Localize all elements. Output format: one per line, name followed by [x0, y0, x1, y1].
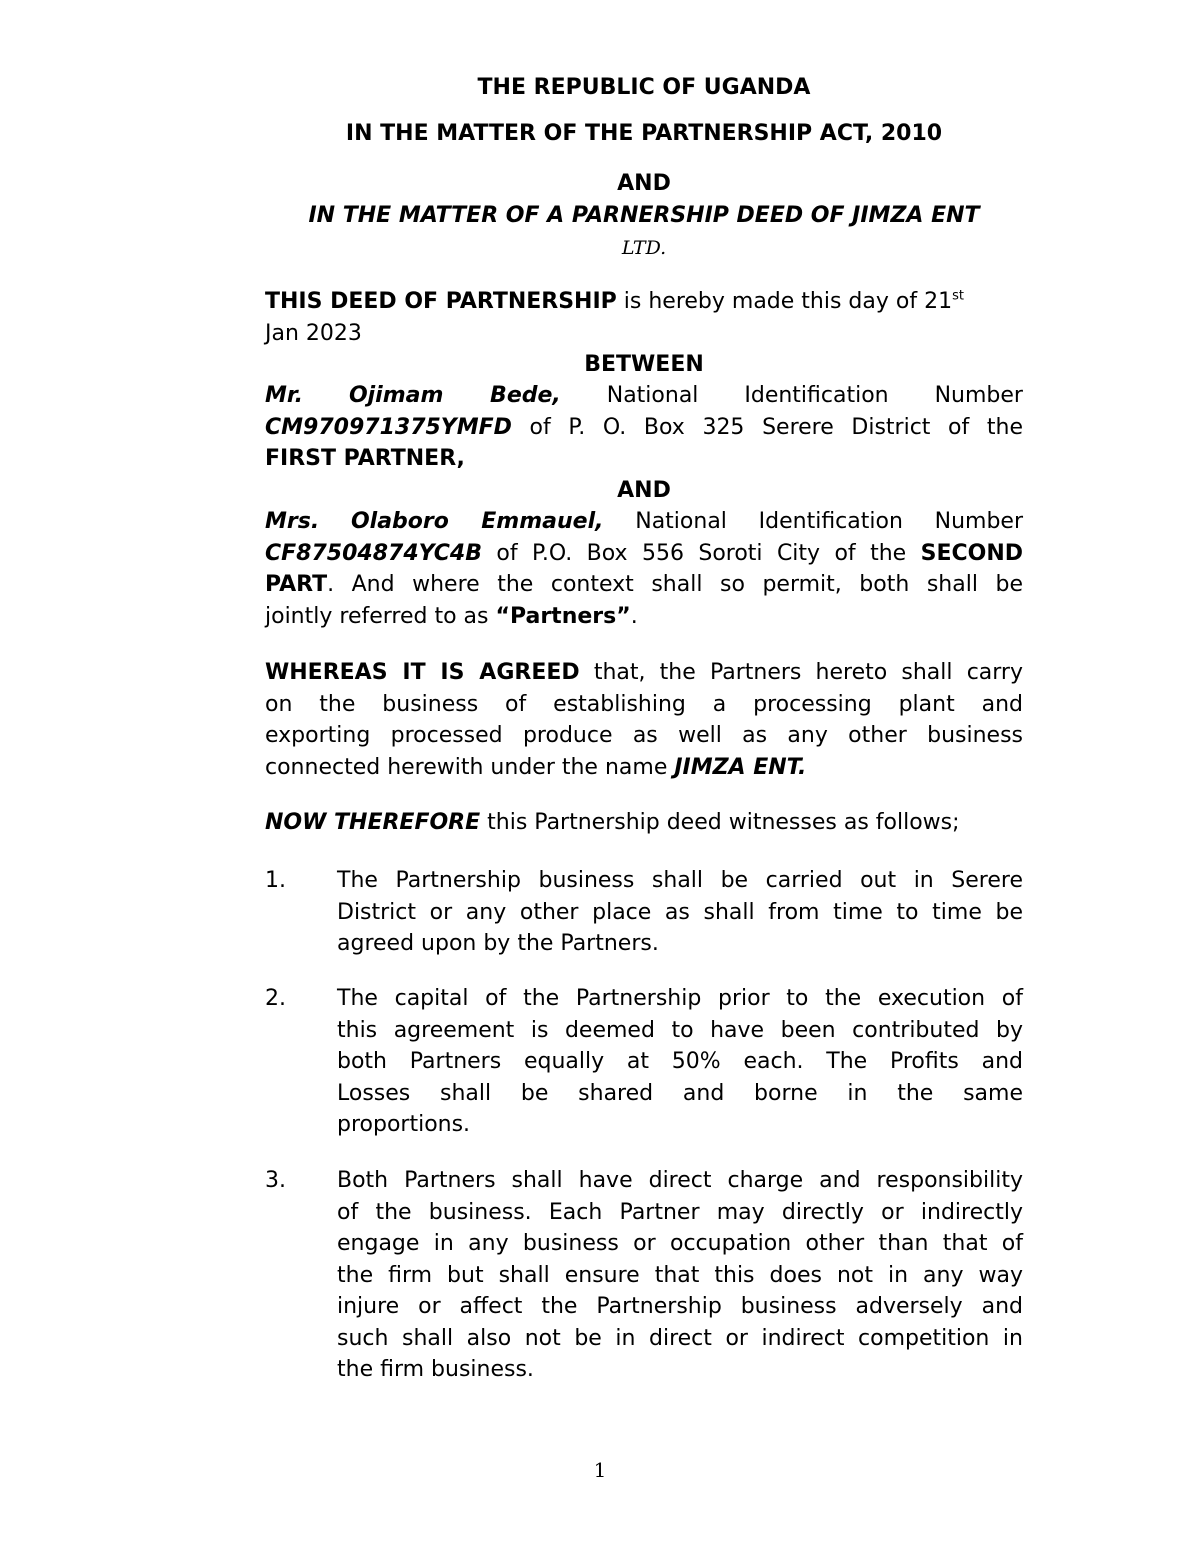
clause-line: District or any other place as shall from time to time be: [337, 899, 1023, 925]
partner-one-role: FIRST PARTNER,: [265, 446, 465, 471]
intro-text: is hereby made this day of 21: [616, 289, 953, 314]
clause-line: both Partners equally at 50% each. The Profits and: [337, 1049, 1023, 1074]
partner-two-block: [265, 506, 1023, 632]
intro-sup: st: [952, 288, 964, 304]
whereas-line1: that, the Partners hereto shall carry: [579, 660, 1023, 685]
intro-date: Jan 2023: [265, 320, 362, 346]
clause-line: the firm business.: [337, 1357, 534, 1382]
intro-lead: THIS DEED OF PARTNERSHIP: [265, 289, 617, 314]
partner-one-block: [265, 380, 1023, 475]
partner-two-name: Olaboro Emmauel,: [350, 509, 604, 534]
partner-two-address: of P.O. Box 556 Soroti City of the: [482, 540, 921, 566]
clause-line: engage in any business or occupation other than that of: [337, 1231, 1023, 1256]
now-therefore-text: this Partnership deed witnesses as follows;: [480, 810, 960, 835]
partner-two-role-b: PART: [265, 572, 328, 597]
heading-and: AND: [617, 171, 671, 196]
and-label: AND: [617, 478, 671, 503]
partner-one-nin-label: National Identification Number: [606, 383, 1023, 408]
heading-republic: THE REPUBLIC OF UGANDA: [477, 75, 811, 100]
now-therefore-lead: NOW THEREFORE: [265, 810, 481, 835]
clause-number: 3.: [265, 1168, 286, 1193]
partner-two-context-b: jointly referred to as: [265, 603, 496, 629]
clause-line: proportions.: [337, 1112, 471, 1137]
partners-quote: “Partners”: [495, 603, 631, 629]
whereas-lead: WHEREAS IT IS AGREED: [265, 660, 580, 685]
whereas-line4: connected herewith under the name: [265, 754, 675, 780]
clause-line: agreed upon by the Partners.: [337, 931, 659, 956]
clause-line: injure or affect the Partnership business adversely and: [337, 1294, 1023, 1319]
clause-line: The Partnership business shall be carried out in Serere: [337, 868, 1023, 893]
clause-line: such shall also not be in direct or indirect competition in: [337, 1325, 1023, 1351]
clause-number: 1.: [265, 868, 286, 893]
now-therefore-paragraph: [265, 807, 1023, 839]
between-label: BETWEEN: [584, 352, 704, 377]
page-number: 1: [593, 1458, 607, 1482]
partner-one-name: Ojimam Bede,: [348, 383, 561, 408]
whereas-line2: on the business of establishing a processing plant and: [265, 691, 1023, 717]
clause-line: the firm but shall ensure that this does not in any way: [337, 1262, 1023, 1288]
partner-two-title: Mrs.: [265, 509, 320, 534]
partner-two-role-a: SECOND: [920, 540, 1023, 566]
heading-matter-act: IN THE MATTER OF THE PARTNERSHIP ACT, 2010: [345, 121, 943, 146]
heading-matter-deed: IN THE MATTER OF A PARNERSHIP DEED OF JIMZA ENT: [308, 203, 980, 228]
partner-two-nin: CF87504874YC4B: [265, 540, 483, 566]
clause-number: 2.: [265, 986, 286, 1011]
partner-two-period: .: [630, 603, 638, 629]
partner-two-nin-label: National Identification Number: [635, 509, 1024, 534]
intro-paragraph: [265, 286, 1023, 349]
whereas-paragraph: [265, 657, 1023, 783]
clause-line: of the business. Each Partner may directly or indirectly: [337, 1199, 1023, 1225]
clause-line: The capital of the Partnership prior to the execution of: [337, 986, 1023, 1011]
partner-one-title: Mr.: [265, 383, 303, 408]
clause-line: Both Partners shall have direct charge and responsibility: [337, 1168, 1023, 1193]
whereas-name: JIMZA ENT.: [674, 754, 807, 780]
partner-two-context-a: . And where the context shall so permit, both shall be: [327, 572, 1023, 597]
clause-line: this agreement is deemed to have been contributed by: [337, 1017, 1023, 1043]
clause-line: Losses shall be shared and borne in the same: [337, 1080, 1023, 1106]
partner-one-address: of P. O. Box 325 Serere District of the: [511, 414, 1023, 440]
whereas-line3: exporting processed produce as well as any other business: [265, 723, 1023, 748]
partner-one-nin: CM970971375YMFD: [265, 414, 512, 440]
heading-ltd: LTD.: [621, 237, 667, 259]
